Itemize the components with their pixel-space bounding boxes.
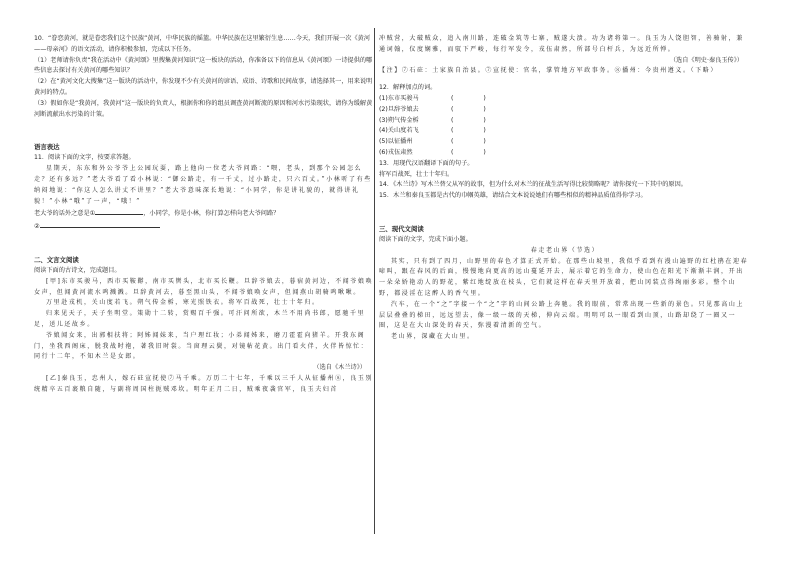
jia-passage-2: 万里赴戎机，关山度若飞。朔气传金柝，寒光照铁衣。将军百战死，壮士十年归。	[46, 299, 320, 307]
yi-passage-1	[34, 374, 374, 396]
jia-passage-4: 爷娘闻女来，出郭相扶将；阿姊闻妹来，当户理红妆；小弟闻姊来，磨刀霍霍向猪羊。开我东阁门，坐我西阁床，脱我战时袍，著我旧时裳。当窗理云鬓，对镜帖花黄。出门看火伴，火伴皆惊忙：同行十二年，不知木兰是女郎。	[34, 331, 369, 361]
jia-passage-3: 归来见天子，天子坐明堂。策勋十二转，赏赐百千强。可汗问所欲，木兰不用尚书郎，愿驰千里足，送儿还故乡。	[34, 310, 366, 328]
q10-part1: （1）老师请你负责“我在活动中《黄河颂》里搜集黄河知识”这一板块的活动，你准备以下的信息从《黄河颂》一诗提供的哪些信息去探讨有关黄河的哪些知识？	[34, 56, 373, 75]
modern-paragraph-2: 汽车，在一个“之”字接一个“之”字的山间公路上奔驰。我的眼前，常常出现一些新的景色。只见那高山上层层叠叠的梯田，远远望去，像一级一级的天梯，伸向云端。明明可以一眼看到山顶，山路却绕了一圈又一圈，这是在大山深处的春天，弥漫着清新的空气。	[379, 300, 745, 330]
answer-blank-1[interactable]	[95, 207, 143, 215]
q12-item: (5)以征播州 ( )	[379, 138, 486, 146]
left-column	[34, 34, 374, 396]
q11-c2-label: ②	[34, 223, 40, 231]
jia-passage-1	[34, 277, 374, 299]
q15-prompt: 15．木兰和秦良玉都是古代的巾帼英雄，请结合文本说说她们有哪些相似的精神品质值得你学习。	[379, 192, 647, 200]
section-heading-language: 语言表达	[34, 143, 60, 152]
answer-blank-2[interactable]	[40, 220, 160, 228]
q12-item: (4)关山度若飞 ( )	[379, 127, 486, 135]
modern-paragraph-3: 老山界，深藏在大山里。	[391, 333, 475, 341]
jia-label: [甲]	[46, 277, 62, 285]
q14-prompt: 14．《木兰诗》写木兰替父从军的故事，但为什么对木兰的征战生活写得比较简略呢？请你探究一下其中的原因。	[379, 181, 687, 189]
right-column	[379, 34, 751, 343]
column-divider	[374, 28, 375, 534]
q13-prompt: 13．用现代汉语翻译下面的句子。	[379, 159, 474, 167]
q12-prompt: 12．解释加点的词。	[379, 84, 437, 92]
modern-intro: 阅读下面的文字，完成下面小题。	[379, 235, 472, 243]
q11-second	[34, 220, 374, 233]
q12-item: (1)东市买骏马 ( )	[379, 94, 486, 102]
answer-blank[interactable]	[453, 137, 483, 144]
answer-blank[interactable]	[453, 105, 483, 112]
q13-sentence: 将军百战死，壮士十年归。	[379, 170, 454, 178]
section-heading-classical: 二、文言文阅读	[34, 255, 79, 264]
q12-item: (6)戎伍肃然 ( )	[379, 148, 486, 156]
yi-text-1: 秦良玉，忠州人，嫁石砫宣抚使⑦马千乘。万历二十七年，千乘以三千人从征播州⑧，良玉别统精卒五百裹粮自随，与副将周国柱扼贼邓坎。明年正月二日，贼乘夜袭官军，良玉夫妇首	[34, 374, 374, 393]
modern-title: 春走老山界（节选）	[530, 246, 600, 254]
answer-blank[interactable]	[453, 116, 483, 123]
jia-source: （选自《木兰诗》）	[313, 364, 366, 372]
q11-passage: 星期天，东东和外公爷爷上公园玩耍，路上他向一位老大爷问路：“喂，老头，到那个公园怎么走？还有多远？”老大爷看了看小林说：“御公路走，有一千丈，过小路走，只六百丈。”小林听了有些纳闷地说：“你这人怎么讲丈不讲里？”老大爷意味深长地说：“小同学，你是讲礼貌的，就得讲礼貌！”小林“哦”了一声，“哦！”	[34, 165, 372, 205]
answer-blank[interactable]	[453, 148, 483, 155]
q12-item: (3)朔气传金柝 ( )	[379, 116, 486, 124]
q10-text: 10．“眷恋黄河，就是眷恋我们这个民族”黄河，中华民族的摇篮。中华民族在这里繁衍生息……今天，我们开展一次《黄河——母亲河》的语文活动，请你积极参加，完成以下任务。	[34, 35, 371, 53]
yi-passage-2: 冲贼营，大破贼众，追入南川路，连破金筑等七寨，贼遂大溃。功为诸将第一。良玉为人饶胆智，善骑射，兼通词翰，仪度娴雅，而驭下严峻，每行军发令，戎伍肃然，所部号白杆兵，为远近所惮。	[379, 35, 744, 53]
q10-part2: （2）在“黄河文化大搜集”这一版块的活动中，你发现不少有关黄河的谚语、成语、诗歌和民间故事，请选择其一，用来说明黄河的特点。	[34, 78, 373, 96]
yi-source: （选自《明史·秦良玉传》）	[669, 56, 743, 64]
q12-item: (2)旦辞爷娘去 ( )	[379, 105, 486, 113]
yi-label: [乙]	[46, 374, 62, 382]
q11-ask-tail: ，小同学，你是小林，你打算怎样向老大爷问路？	[143, 210, 280, 218]
modern-paragraph-1: 其实，只有到了四月，山野里的春色才算正式开始。在那些山坡里，我似乎看到有漫山遍野的红杜鹃在迎春啼叫，跟在春风的后面，慢慢地向更高的远山蔓延开去，展示着它的生命力，使山色在阳光下渐渐丰润，开出一朵朵娇艳动人的野花，紫红地绽放在枝头，它们就这样在春天里开放着，把山冈装点得绚丽多彩。整个山野，都浸淫在这醉人的香气里。	[379, 257, 749, 297]
jia-text-1: 东市买骏马，西市买鞍鞯，南市买辔头，北市买长鞭。旦辞爷娘去，暮宿黄河边，不闻爷娘唤女声，但闻黄河流水鸣溅溅。旦辞黄河去，暮至黑山头，不闻爷娘唤女声，但闻燕山胡骑鸣啾啾。	[34, 277, 374, 296]
q11-question	[34, 207, 374, 220]
annotation-note: 【注】⑦石砫：土家族自治县。⑦宣抚使：官名，掌管地方军政事务。⑧播州：今贵州遵义。（下略）	[379, 67, 719, 75]
classical-intro: 阅读下面的古诗文，完成题目。	[34, 266, 121, 274]
q10-part3: （3）假如你是“我黄河，我黄河”这一版块的负责人，根据你和你的组员调查黄河断流的原因和河水污染现状，请你为缓解黄河断流献出水污染的计策。	[34, 99, 373, 118]
section-heading-modern: 三、现代文阅读	[379, 224, 424, 233]
answer-blank[interactable]	[453, 94, 483, 101]
answer-blank[interactable]	[453, 126, 483, 133]
q12-list	[379, 94, 751, 159]
q11-ask-label: 老大爷的话外之意是①	[34, 210, 96, 218]
q11-prompt: 11．阅读下面的文字，按要求答题。	[34, 154, 135, 162]
